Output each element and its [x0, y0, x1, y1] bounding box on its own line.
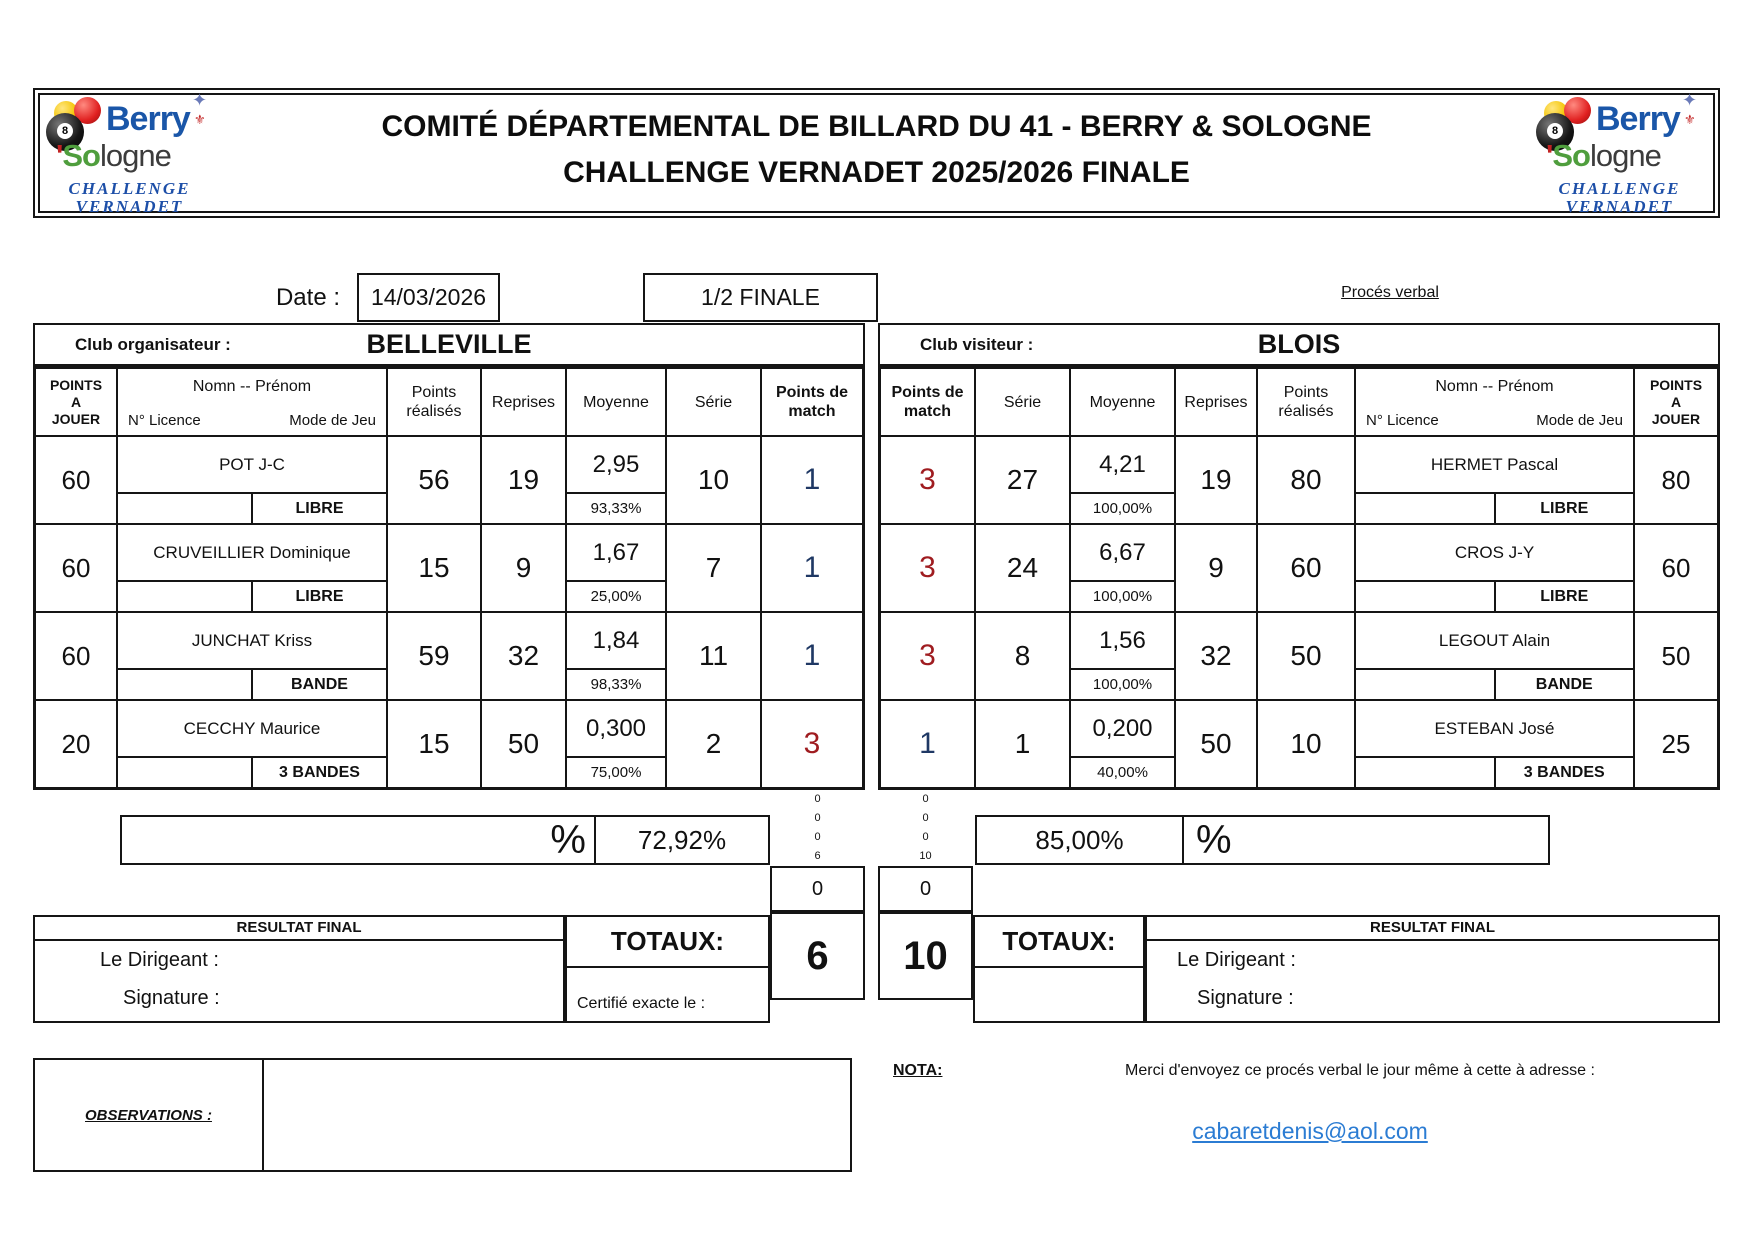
reprises: 50: [1176, 701, 1258, 787]
reprises: 19: [482, 437, 567, 523]
moyenne-pct: 75,00%: [567, 756, 665, 787]
col-header-points-de-match: [762, 369, 862, 435]
player-row-home-3: [36, 611, 862, 699]
page-title-line1: COMITÉ DÉPARTEMENTAL DE BILLARD DU 41 - BERRY & SOLOGNE: [381, 110, 1372, 143]
resultat-final-label: RESULTAT FINAL: [1147, 917, 1718, 941]
eight-ball-number: 8: [57, 123, 73, 139]
mode-de-jeu: 3 BANDES: [279, 763, 360, 781]
col-header-points-realises: [388, 369, 482, 435]
col-header-serie: Série: [667, 369, 762, 435]
hdr-pts1: Points: [411, 384, 457, 401]
moyenne-pct: 100,00%: [1071, 580, 1174, 611]
moyenne: 1,84: [592, 626, 640, 654]
points-realises: 15: [388, 525, 482, 611]
percentage-box-away: [975, 815, 1550, 865]
points-realises: 56: [388, 437, 482, 523]
brand-sologne: [1546, 138, 1661, 174]
player-row-away-1: [881, 435, 1717, 523]
player-name-cell: [1356, 701, 1635, 787]
resultat-final-label: RESULTAT FINAL: [35, 917, 563, 941]
date-value-box: 14/03/2026: [357, 273, 500, 322]
club-home-box: [33, 323, 865, 366]
licence-cell: [1356, 494, 1496, 523]
moyenne: 1,67: [592, 538, 640, 566]
zero-box-home: 0: [770, 866, 865, 912]
mode-de-jeu: BANDE: [1535, 675, 1593, 693]
club-away-label: Club visiteur :: [920, 335, 1034, 354]
moyenne-cell: [1071, 613, 1176, 699]
resultat-final-box-home: [33, 915, 565, 1023]
points-de-match: 3: [803, 727, 821, 760]
signature-label: Signature :: [123, 987, 220, 1009]
hdr-match2: match: [903, 403, 952, 420]
player-row-home-1: [36, 435, 862, 523]
observations-label: OBSERVATIONS :: [35, 1060, 264, 1170]
challenge-word: CHALLENGE: [1558, 179, 1681, 198]
nota-text: Merci d'envoyez ce procés verbal le jour même à cette à adresse :: [1125, 1062, 1595, 1079]
mode-de-jeu: LIBRE: [1540, 499, 1589, 517]
hdr-match1: Points de: [775, 384, 848, 401]
hdr-licence: N° Licence: [128, 412, 201, 429]
vernadet-word: VERNADET: [75, 197, 184, 216]
player-row-home-2: [36, 523, 862, 611]
points-a-jouer: 20: [36, 701, 118, 787]
col-header-points-de-match: [881, 369, 976, 435]
certifie-label: Certifié exacte le :: [577, 995, 706, 1012]
challenge-vernadet-label: [1532, 180, 1707, 216]
moyenne: 4,21: [1099, 450, 1146, 478]
points-realises: 10: [1258, 701, 1356, 787]
challenge-word: CHALLENGE: [68, 179, 191, 198]
brand-berry: Berry: [1596, 100, 1680, 138]
date-label: Date :: [275, 284, 340, 311]
brand-sologne: [56, 138, 171, 174]
eight-ball-number: 8: [1547, 123, 1563, 139]
apostrophe-mark: ': [1546, 138, 1553, 173]
dirigeant-label: Le Dirigeant :: [1177, 949, 1296, 971]
totaux-label-home: TOTAUX:: [565, 915, 770, 968]
hdr-jouer: JOUER: [51, 410, 101, 427]
points-realises: 80: [1258, 437, 1356, 523]
col-header-name: [1356, 369, 1635, 435]
mode-de-jeu: BANDE: [291, 675, 348, 693]
licence-cell: [118, 758, 253, 787]
points-de-match: 1: [803, 463, 821, 496]
hdr-jouer: JOUER: [1651, 410, 1701, 427]
observations-input-area[interactable]: [264, 1060, 850, 1170]
hdr-points: POINTS: [1649, 376, 1703, 393]
subtotal-stack-away: [878, 793, 973, 863]
player-row-away-2: [881, 523, 1717, 611]
logo-right: [1532, 90, 1712, 216]
fleur-de-lis-icon: ⚜: [1684, 112, 1696, 127]
email-link[interactable]: cabaretdenis@aol.com: [1192, 1118, 1428, 1144]
serie: 10: [667, 437, 762, 523]
player-row-home-4: [36, 699, 862, 787]
points-realises: 15: [388, 701, 482, 787]
moyenne: 0,200: [1092, 714, 1153, 742]
star-icon: ✦: [1682, 90, 1698, 110]
logo-left: [42, 90, 222, 216]
serie: 8: [976, 613, 1071, 699]
player-name: JUNCHAT Kriss: [191, 630, 313, 650]
certifie-area: [565, 966, 770, 1023]
hdr-mode-de-jeu: Mode de Jeu: [1536, 412, 1623, 429]
hdr-nom-prenom: Nomn -- Prénom: [1435, 378, 1554, 395]
points-a-jouer: 60: [36, 437, 118, 523]
certifie-area-empty: [973, 966, 1145, 1023]
brand-logne: logne: [1590, 138, 1661, 173]
serie: 1: [976, 701, 1071, 787]
reprises: 9: [482, 525, 567, 611]
hdr-pts2: réalisés: [1278, 403, 1334, 420]
hdr-match1: Points de: [891, 384, 964, 401]
star-icon: ✦: [192, 90, 208, 110]
serie: 24: [976, 525, 1071, 611]
hdr-pts2: réalisés: [406, 403, 462, 420]
hdr-nom-prenom: Nomn -- Prénom: [192, 378, 312, 395]
licence-cell: [118, 582, 253, 611]
player-name-cell: [118, 437, 388, 523]
moyenne-cell: [567, 613, 667, 699]
col-header-moyenne: Moyenne: [1071, 369, 1176, 435]
player-name-cell: [1356, 437, 1635, 523]
col-header-reprises: Reprises: [1176, 369, 1258, 435]
match-table-away: [878, 366, 1720, 790]
percent-sign: %: [550, 817, 586, 862]
points-de-match: 3: [881, 437, 976, 523]
hdr-match2: match: [788, 403, 836, 420]
mode-de-jeu: LIBRE: [295, 499, 344, 517]
reprises: 32: [482, 613, 567, 699]
round-box: 1/2 FINALE: [643, 273, 878, 322]
player-name: ESTEBAN José: [1434, 718, 1555, 738]
percentage-home: 72,92%: [637, 824, 727, 855]
brand-logne: logne: [100, 138, 171, 173]
stack-value: 0: [814, 812, 821, 824]
moyenne-pct: 98,33%: [567, 668, 665, 699]
stack-value: 0: [922, 793, 929, 805]
club-away-name: BLOIS: [1257, 329, 1341, 359]
moyenne: 0,300: [585, 714, 647, 742]
stack-value: 0: [814, 793, 821, 805]
reprises: 32: [1176, 613, 1258, 699]
mode-de-jeu: LIBRE: [295, 587, 344, 605]
table-header-row: [881, 369, 1717, 435]
points-de-match: 1: [881, 701, 976, 787]
reprises: 19: [1176, 437, 1258, 523]
mode-de-jeu: LIBRE: [1540, 587, 1589, 605]
serie: 27: [976, 437, 1071, 523]
total-points-away: 10: [878, 912, 973, 1000]
moyenne-cell: [567, 701, 667, 787]
resultat-final-box-away: [1145, 915, 1720, 1023]
fleur-de-lis-icon: ⚜: [194, 112, 206, 127]
mode-de-jeu: 3 BANDES: [1523, 763, 1605, 781]
player-name: LEGOUT Alain: [1438, 630, 1551, 650]
dirigeant-label: Le Dirigeant :: [100, 949, 219, 971]
player-name-cell: [118, 525, 388, 611]
points-a-jouer: 80: [1661, 464, 1691, 495]
observations-box: [33, 1058, 852, 1172]
col-header-moyenne: Moyenne: [567, 369, 667, 435]
percent-sign: %: [1196, 817, 1232, 862]
player-name: CECCHY Maurice: [183, 718, 321, 738]
total-points-home: 6: [770, 912, 865, 1000]
moyenne-pct: 25,00%: [567, 580, 665, 611]
stack-value: 10: [919, 850, 932, 862]
serie: 2: [667, 701, 762, 787]
col-header-serie: Série: [976, 369, 1071, 435]
points-a-jouer: 25: [1661, 728, 1691, 759]
hdr-a: A: [1670, 393, 1682, 410]
nota-label: NOTA:: [893, 1062, 943, 1079]
serie: 11: [667, 613, 762, 699]
moyenne-pct: 40,00%: [1071, 756, 1174, 787]
hdr-licence: N° Licence: [1366, 412, 1439, 429]
stack-value: 0: [814, 831, 821, 843]
header-box: [33, 88, 1720, 218]
club-home-name: BELLEVILLE: [366, 329, 532, 359]
hdr-mode-de-jeu: Mode de Jeu: [289, 412, 376, 429]
points-a-jouer: 60: [36, 613, 118, 699]
moyenne: 6,67: [1099, 538, 1146, 566]
points-de-match: 1: [803, 551, 821, 584]
points-de-match: 3: [881, 613, 976, 699]
player-name: POT J-C: [219, 454, 285, 474]
hdr-a: A: [70, 393, 82, 410]
player-name: HERMET Pascal: [1430, 454, 1559, 474]
player-name-cell: [118, 701, 388, 787]
serie: 7: [667, 525, 762, 611]
moyenne-pct: 93,33%: [567, 492, 665, 523]
licence-cell: [1356, 670, 1496, 699]
moyenne-cell: [567, 525, 667, 611]
vernadet-word: VERNADET: [1565, 197, 1674, 216]
player-name-cell: [118, 613, 388, 699]
moyenne-cell: [567, 437, 667, 523]
subtotal-stack-home: [770, 793, 865, 863]
player-row-away-3: [881, 611, 1717, 699]
apostrophe-mark: ': [56, 138, 63, 173]
stack-value: 0: [922, 831, 929, 843]
brand-so: So: [1552, 138, 1590, 173]
moyenne: 2,95: [592, 450, 640, 478]
moyenne-cell: [1071, 525, 1176, 611]
table-header-row: [36, 369, 862, 435]
proces-verbal-label: Procés verbal: [1341, 284, 1439, 301]
stack-value: 6: [814, 850, 821, 862]
hdr-points: POINTS: [49, 376, 103, 393]
zero-box-away: 0: [878, 866, 973, 912]
col-header-name: [118, 369, 388, 435]
points-realises: 60: [1258, 525, 1356, 611]
brand-so: So: [62, 138, 100, 173]
licence-cell: [1356, 582, 1496, 611]
licence-cell: [118, 494, 253, 523]
licence-cell: [118, 670, 253, 699]
points-a-jouer: 50: [1661, 640, 1691, 671]
brand-berry: Berry: [106, 100, 190, 138]
moyenne: 1,56: [1099, 626, 1146, 654]
player-row-away-4: [881, 699, 1717, 787]
points-a-jouer: 60: [36, 525, 118, 611]
points-de-match: 3: [881, 525, 976, 611]
col-header-reprises: Reprises: [482, 369, 567, 435]
points-a-jouer: 60: [1661, 552, 1691, 583]
player-name: CROS J-Y: [1454, 542, 1535, 562]
player-name: CRUVEILLIER Dominique: [153, 542, 351, 562]
percentage-box-home: [120, 815, 770, 865]
points-realises: 50: [1258, 613, 1356, 699]
totaux-label-away: TOTAUX:: [973, 915, 1145, 968]
percentage-away: 85,00%: [1035, 824, 1124, 855]
reprises: 50: [482, 701, 567, 787]
match-table-home: [33, 366, 865, 790]
moyenne-cell: [1071, 701, 1176, 787]
points-de-match: 1: [803, 639, 821, 672]
col-header-points-realises: [1258, 369, 1356, 435]
hdr-pts1: Points: [1283, 384, 1329, 401]
signature-label: Signature :: [1197, 987, 1294, 1009]
reprises: 9: [1176, 525, 1258, 611]
page-title-line2: CHALLENGE VERNADET 2025/2026 FINALE: [563, 156, 1190, 189]
player-name-cell: [1356, 525, 1635, 611]
challenge-vernadet-label: [42, 180, 217, 216]
player-name-cell: [1356, 613, 1635, 699]
licence-cell: [1356, 758, 1496, 787]
col-header-points-a-jouer: [1635, 369, 1717, 435]
col-header-points-a-jouer: [36, 369, 118, 435]
club-away-box: [878, 323, 1720, 366]
stack-value: 0: [922, 812, 929, 824]
club-home-label: Club organisateur :: [75, 335, 231, 354]
points-realises: 59: [388, 613, 482, 699]
moyenne-pct: 100,00%: [1071, 492, 1174, 523]
moyenne-pct: 100,00%: [1071, 668, 1174, 699]
moyenne-cell: [1071, 437, 1176, 523]
